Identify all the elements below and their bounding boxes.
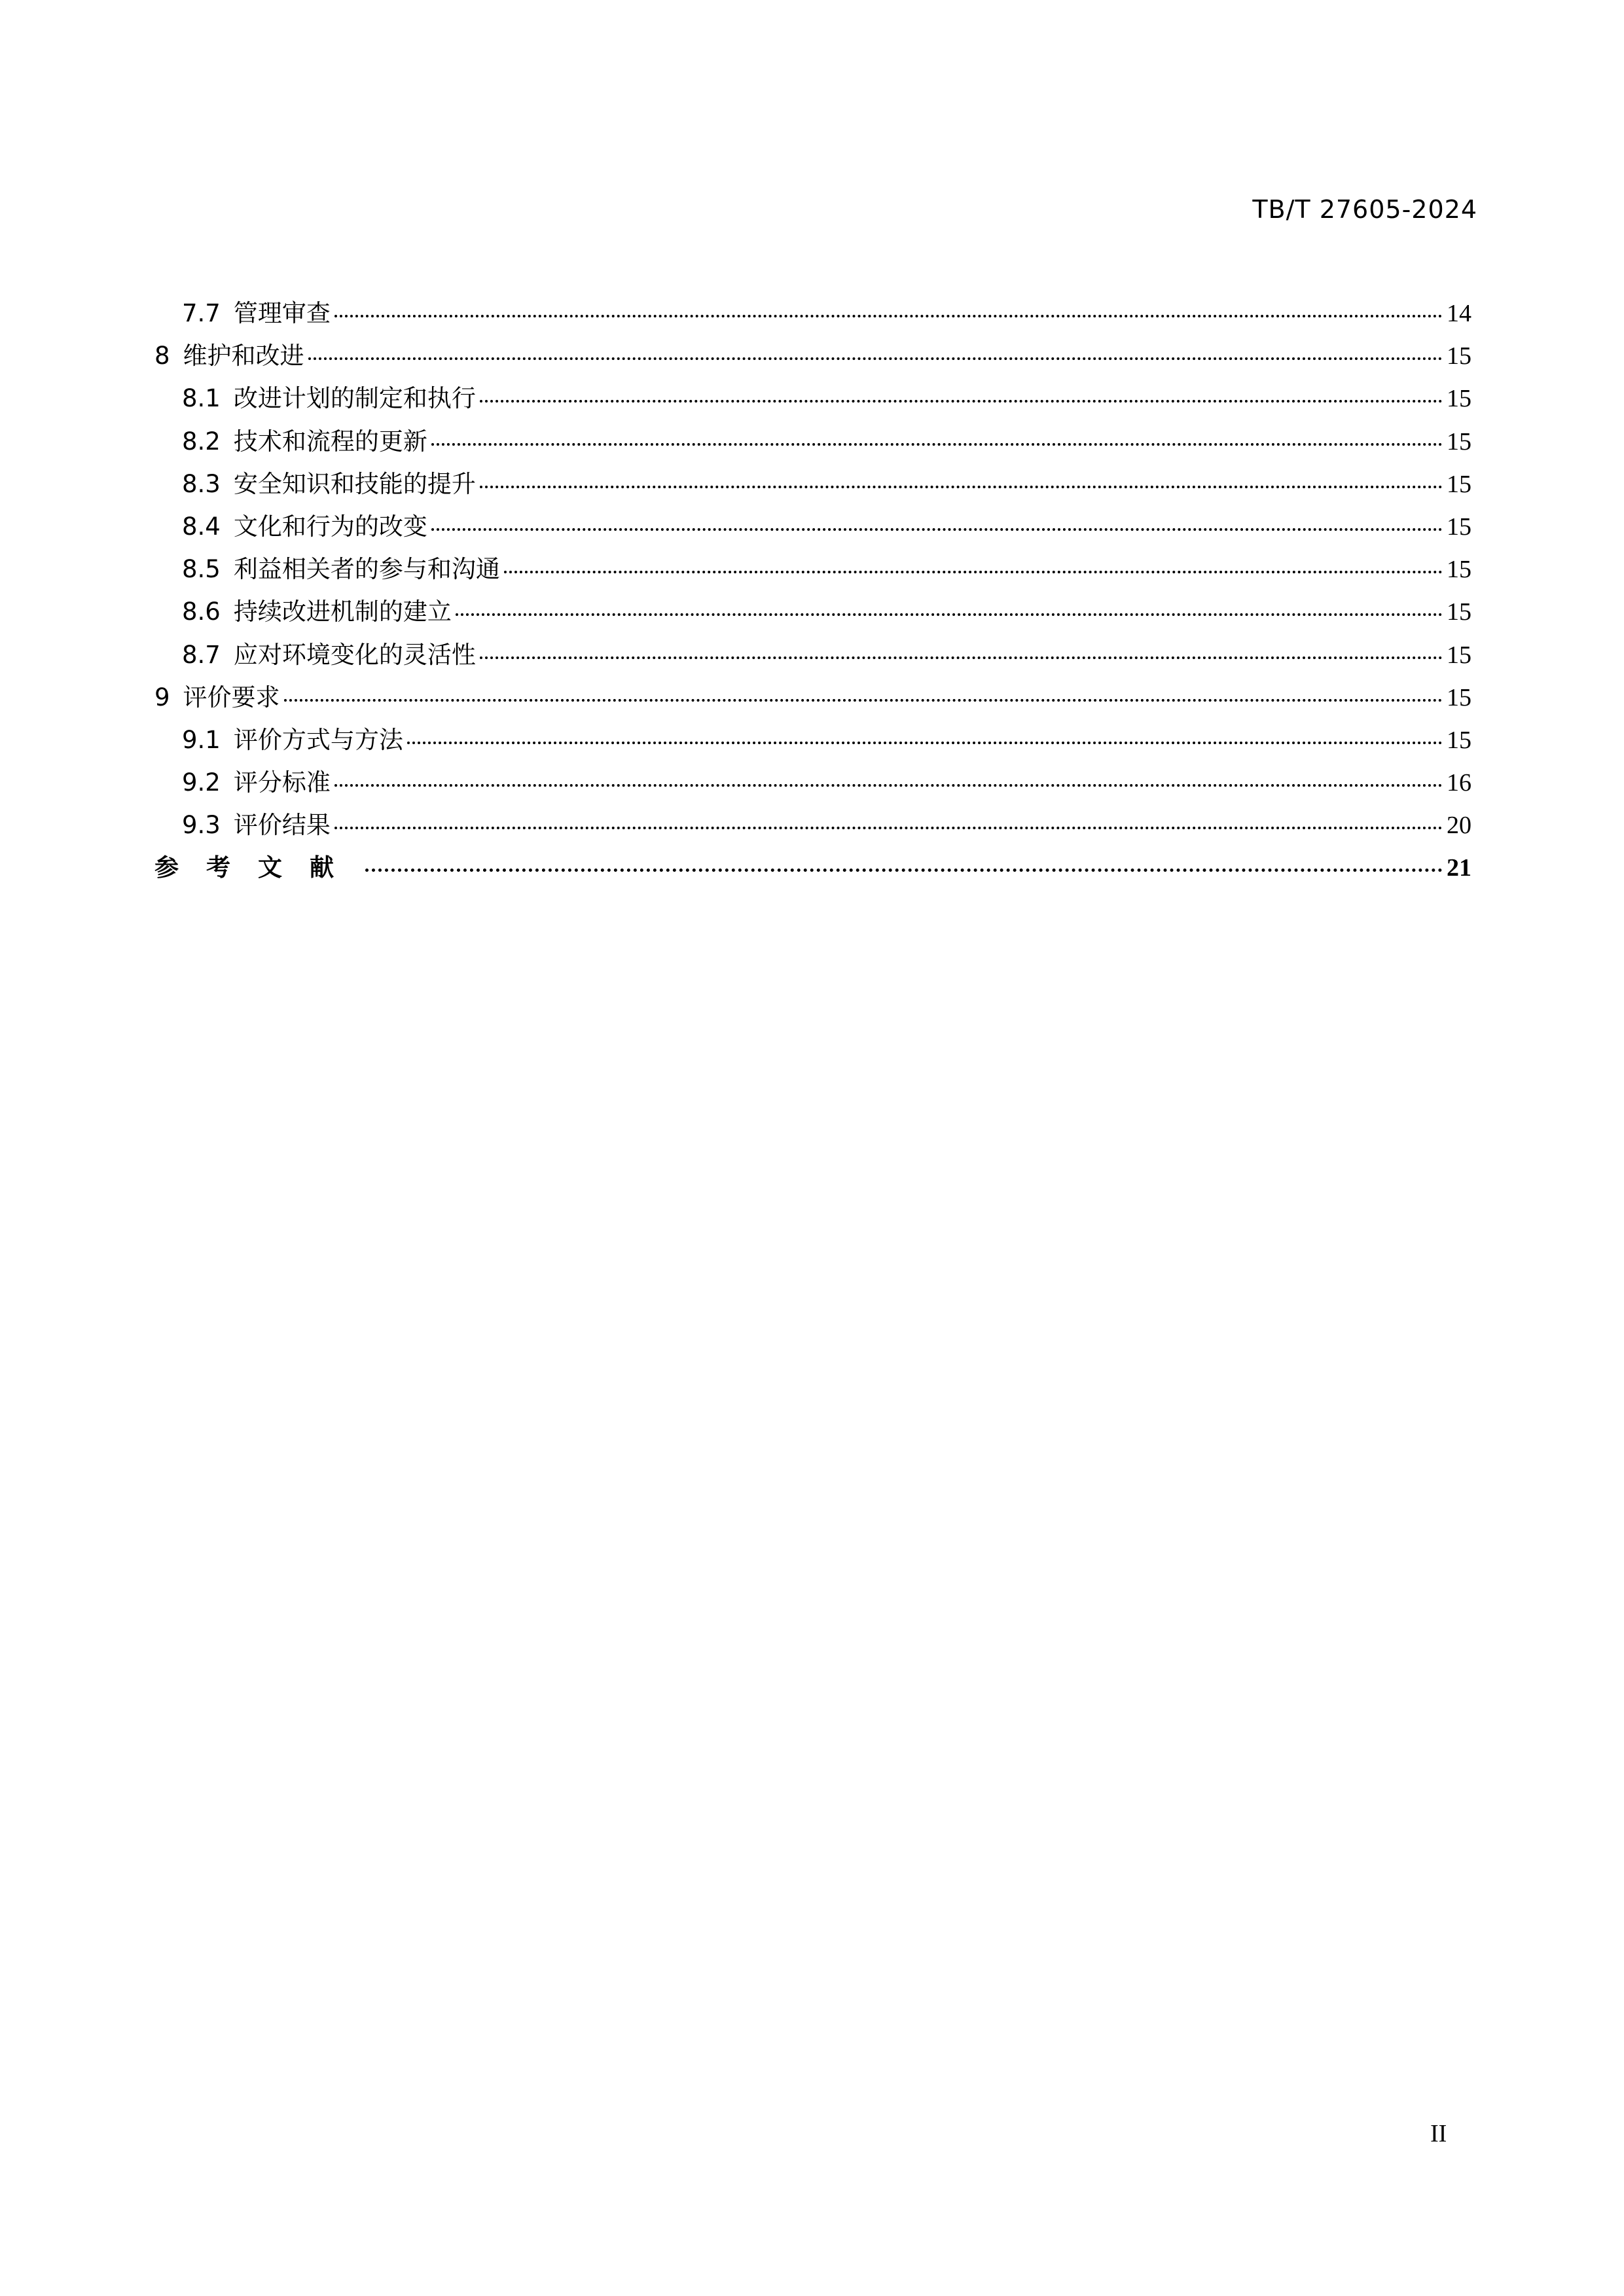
- toc-entry-8-3[interactable]: [154, 463, 1471, 505]
- toc-entry-number: 8.5: [182, 555, 221, 584]
- footer-page-number: II: [1430, 2120, 1447, 2147]
- toc-entry-page: 15: [1447, 512, 1471, 541]
- standard-code-header: TB/T 27605-2024: [1252, 195, 1477, 224]
- toc-entry-page: 15: [1447, 641, 1471, 669]
- toc-dot-leader: [334, 784, 1443, 787]
- toc-entry-number: 9.3: [182, 811, 221, 840]
- toc-entry-9-2[interactable]: [154, 761, 1471, 804]
- toc-dot-leader: [334, 315, 1443, 317]
- toc-entry-number: 7.7: [182, 299, 221, 327]
- toc-dot-leader: [334, 827, 1443, 829]
- toc-entry-title: 文化和行为的改变: [233, 512, 427, 541]
- toc-entry-page: 21: [1447, 854, 1471, 882]
- toc-entry-title: 改进计划的制定和执行: [233, 384, 476, 413]
- toc-entry-page: 15: [1447, 470, 1471, 498]
- toc-entry-title: 安全知识和技能的提升: [233, 469, 476, 498]
- toc-entry-8-5[interactable]: [154, 548, 1471, 590]
- toc-entry-title: 利益相关者的参与和沟通: [233, 555, 500, 584]
- toc-entry-number: 9: [154, 683, 170, 711]
- toc-dot-leader: [365, 869, 1443, 872]
- toc-entry-number: 8.7: [182, 640, 221, 669]
- toc-entry-number: 9.1: [182, 725, 221, 754]
- toc-entry-title: 维护和改进: [183, 342, 304, 370]
- toc-dot-leader: [456, 613, 1443, 616]
- toc-dot-leader: [431, 443, 1443, 446]
- toc-entry-page: 15: [1447, 427, 1471, 456]
- toc-entry-number: 8.2: [182, 427, 221, 456]
- toc-entry-9[interactable]: [154, 676, 1471, 719]
- toc-dot-leader: [284, 699, 1443, 702]
- toc-entry-title: 应对环境变化的灵活性: [233, 640, 476, 669]
- toc-entry-references[interactable]: [154, 846, 1471, 889]
- toc-entry-page: 15: [1447, 683, 1471, 711]
- toc-entry-8-4[interactable]: [154, 505, 1471, 548]
- toc-entry-8-7[interactable]: [154, 634, 1471, 676]
- toc-entry-page: 15: [1447, 385, 1471, 413]
- toc-entry-title: 评价要求: [183, 683, 280, 711]
- toc-entry-page: 14: [1447, 300, 1471, 327]
- toc-entry-number: 9.2: [182, 768, 221, 797]
- toc-dot-leader: [480, 656, 1443, 659]
- toc-entry-page: 15: [1447, 342, 1471, 370]
- toc-entry-number: 8.1: [182, 384, 221, 413]
- toc-entry-number: 8: [154, 342, 170, 370]
- toc-entry-9-3[interactable]: [154, 804, 1471, 846]
- toc-entry-number: 8.6: [182, 598, 221, 626]
- toc-entry-page: 20: [1447, 812, 1471, 840]
- toc-entry-page: 15: [1447, 726, 1471, 754]
- toc-entry-page: 16: [1447, 769, 1471, 797]
- toc-entry-title: 评价结果: [233, 811, 331, 840]
- toc-entry-8-6[interactable]: [154, 590, 1471, 633]
- toc-dot-leader: [407, 742, 1443, 744]
- toc-entry-title: 管理审查: [233, 299, 331, 327]
- toc-entry-7-7[interactable]: [154, 292, 1471, 334]
- toc-entry-title: 持续改进机制的建立: [233, 598, 452, 626]
- toc-entry-title: 技术和流程的更新: [233, 427, 427, 456]
- toc-entry-8-1[interactable]: [154, 377, 1471, 420]
- table-of-contents: [154, 292, 1471, 889]
- toc-entry-number: 8.4: [182, 512, 221, 541]
- toc-entry-page: 15: [1447, 598, 1471, 626]
- toc-entry-number: 8.3: [182, 469, 221, 498]
- toc-dot-leader: [480, 400, 1443, 403]
- toc-entry-title: 参考文献: [154, 853, 361, 882]
- toc-entry-9-1[interactable]: [154, 719, 1471, 761]
- toc-entry-page: 15: [1447, 556, 1471, 584]
- toc-dot-leader: [431, 528, 1443, 531]
- toc-entry-title: 评价方式与方法: [233, 725, 403, 754]
- toc-dot-leader: [308, 357, 1443, 360]
- toc-entry-8[interactable]: [154, 334, 1471, 377]
- toc-entry-8-2[interactable]: [154, 420, 1471, 463]
- toc-dot-leader: [504, 571, 1443, 573]
- toc-dot-leader: [480, 486, 1443, 488]
- toc-entry-title: 评分标准: [233, 768, 331, 797]
